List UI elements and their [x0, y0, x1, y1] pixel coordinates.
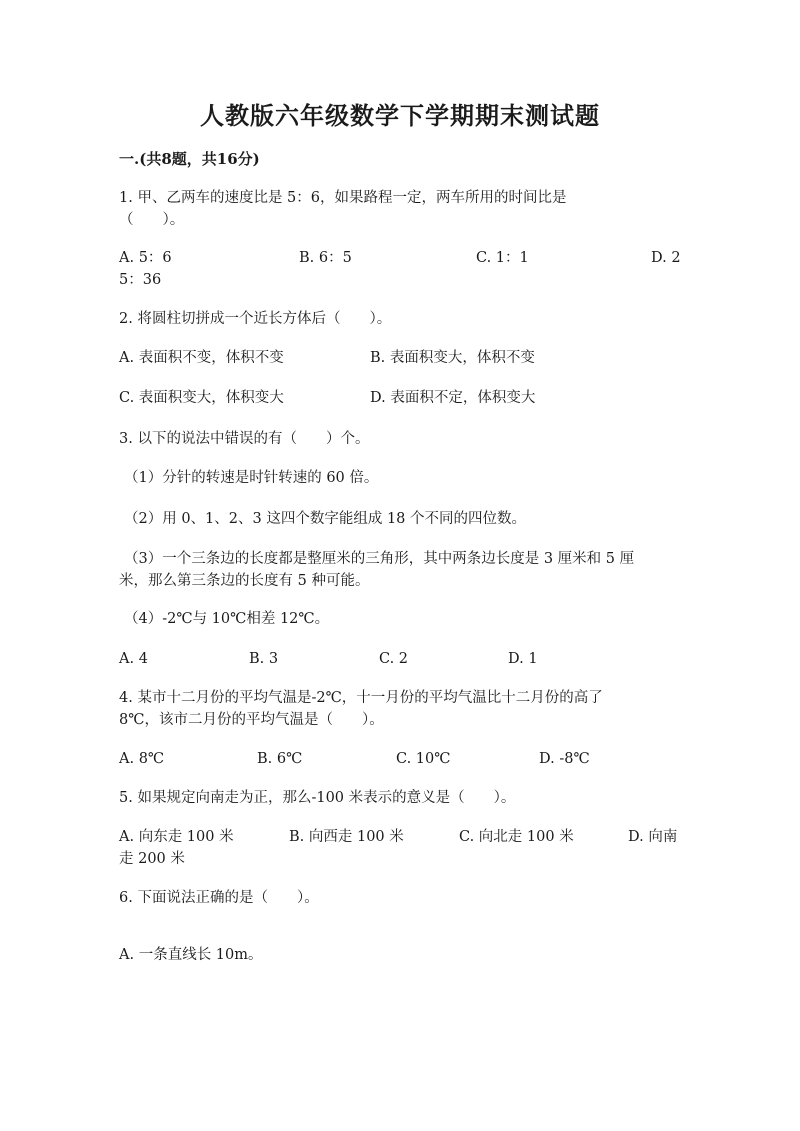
- question-3-option-a[interactable]: A. 4: [119, 651, 148, 667]
- question-1-option-d[interactable]: D. 2: [651, 250, 681, 266]
- question-3-statement-2: （2）用 0、1、2、3 这四个数字能组成 18 个不同的四位数。: [124, 511, 527, 527]
- question-5-option-b[interactable]: B. 向西走 100 米: [289, 829, 404, 845]
- question-3-statement-4: （4）-2℃与 10℃相差 12℃。: [124, 611, 330, 627]
- question-2-option-b[interactable]: B. 表面积变大，体积不变: [370, 350, 535, 366]
- question-2-stem: 2. 将圆柱切拼成一个近长方体后（ ）。: [119, 311, 392, 327]
- question-4-option-a[interactable]: A. 8℃: [119, 751, 165, 767]
- question-4-option-d[interactable]: D. -8℃: [539, 751, 590, 767]
- question-4-stem-line-1: 4. 某市十二月份的平均气温是-2℃，十一月份的平均气温比十二月份的高了: [119, 690, 603, 706]
- question-3-stem: 3. 以下的说法中错误的有（ ）个。: [119, 431, 370, 447]
- question-1-option-a[interactable]: A. 5：6: [119, 250, 172, 266]
- question-3-option-b[interactable]: B. 3: [249, 651, 279, 667]
- question-4-option-b[interactable]: B. 6℃: [257, 751, 303, 767]
- question-3-statement-1: （1）分针的转速是时针转速的 60 倍。: [124, 470, 379, 486]
- question-5-option-d[interactable]: D. 向南: [628, 829, 678, 845]
- question-5-option-d-wrap: 走 200 米: [119, 851, 185, 867]
- question-3-statement-3-line-1: （3）一个三条边的长度都是整厘米的三角形，其中两条边长度是 3 厘米和 5 厘: [124, 551, 635, 567]
- question-1-stem-line-1: 1. 甲、乙两车的速度比是 5：6，如果路程一定，两车所用的时间比是: [119, 190, 567, 206]
- question-3-option-c[interactable]: C. 2: [379, 651, 409, 667]
- question-6-stem: 6. 下面说法正确的是（ ）。: [119, 890, 319, 906]
- question-2-option-a[interactable]: A. 表面积不变，体积不变: [119, 350, 284, 366]
- question-5-option-c[interactable]: C. 向北走 100 米: [459, 829, 574, 845]
- question-5-stem: 5. 如果规定向南走为正，那么-100 米表示的意义是（ ）。: [119, 790, 516, 806]
- question-5-option-a[interactable]: A. 向东走 100 米: [119, 829, 234, 845]
- question-1-option-b[interactable]: B. 6：5: [299, 250, 352, 266]
- question-4-option-c[interactable]: C. 10℃: [396, 751, 451, 767]
- page-title: 人教版六年级数学下学期期末测试题: [200, 101, 600, 130]
- question-1-option-d-wrap: 5：36: [119, 272, 162, 288]
- question-3-option-d[interactable]: D. 1: [508, 651, 538, 667]
- question-4-stem-line-2: 8℃，该市二月份的平均气温是（ ）。: [119, 712, 384, 728]
- question-2-option-c[interactable]: C. 表面积变大，体积变大: [119, 390, 284, 406]
- question-6-option-a[interactable]: A. 一条直线长 10m。: [119, 947, 263, 963]
- question-1-option-c[interactable]: C. 1：1: [476, 250, 529, 266]
- section-heading: 一.(共8题，共16分): [119, 150, 260, 168]
- question-1-stem-line-2: （ ）。: [119, 212, 185, 228]
- question-3-statement-3-line-2: 米，那么第三条边的长度有 5 种可能。: [119, 573, 370, 589]
- question-2-option-d[interactable]: D. 表面积不定，体积变大: [370, 390, 536, 406]
